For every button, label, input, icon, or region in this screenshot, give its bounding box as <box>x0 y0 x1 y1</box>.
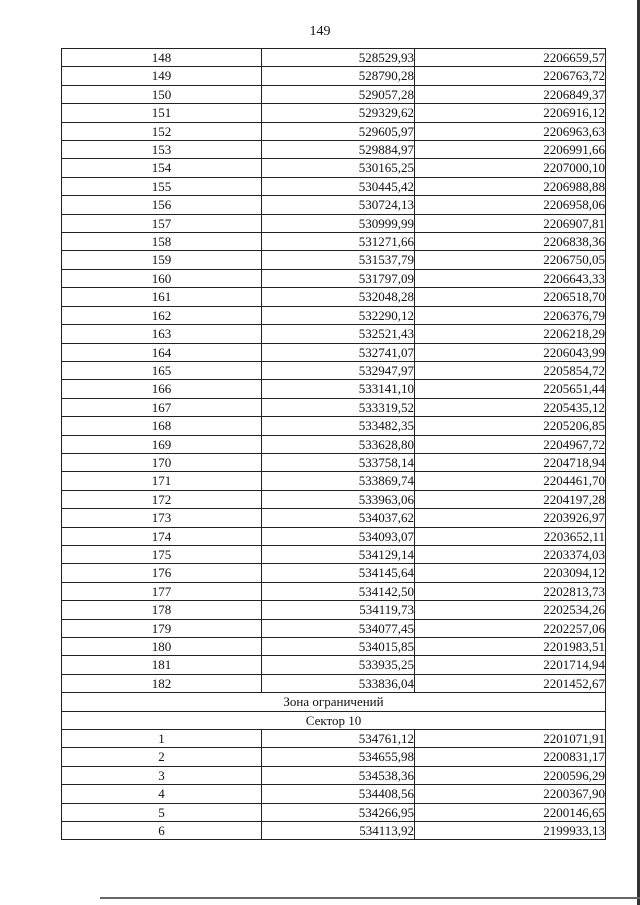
y-coordinate-cell: 2202257,06 <box>415 619 606 637</box>
table-row <box>62 638 606 656</box>
point-number-cell: 161 <box>62 288 262 306</box>
point-number-cell: 174 <box>62 527 262 545</box>
table-row <box>62 711 606 729</box>
y-coordinate-cell: 2206958,06 <box>415 196 606 214</box>
point-number-cell: 3 <box>62 766 262 784</box>
x-coordinate-cell: 534113,92 <box>262 822 415 840</box>
y-coordinate-cell: 2204967,72 <box>415 435 606 453</box>
table-row <box>62 104 606 122</box>
x-coordinate-cell: 533836,04 <box>262 674 415 692</box>
y-coordinate-cell: 2201983,51 <box>415 638 606 656</box>
y-coordinate-cell: 2206043,99 <box>415 343 606 361</box>
y-coordinate-cell: 2206643,33 <box>415 269 606 287</box>
x-coordinate-cell: 534266,95 <box>262 803 415 821</box>
point-number-cell: 176 <box>62 564 262 582</box>
y-coordinate-cell: 2203374,03 <box>415 545 606 563</box>
zone-heading: Зона ограничений <box>62 693 606 711</box>
point-number-cell: 177 <box>62 582 262 600</box>
x-coordinate-cell: 534093,07 <box>262 527 415 545</box>
table-row <box>62 674 606 692</box>
y-coordinate-cell: 2203094,12 <box>415 564 606 582</box>
table-row <box>62 582 606 600</box>
x-coordinate-cell: 534408,56 <box>262 785 415 803</box>
table-row <box>62 564 606 582</box>
table-row <box>62 435 606 453</box>
x-coordinate-cell: 534119,73 <box>262 601 415 619</box>
point-number-cell: 151 <box>62 104 262 122</box>
x-coordinate-cell: 532741,07 <box>262 343 415 361</box>
x-coordinate-cell: 529057,28 <box>262 85 415 103</box>
table-row <box>62 490 606 508</box>
y-coordinate-cell: 2206907,81 <box>415 214 606 232</box>
y-coordinate-cell: 2202813,73 <box>415 582 606 600</box>
x-coordinate-cell: 529884,97 <box>262 141 415 159</box>
point-number-cell: 154 <box>62 159 262 177</box>
y-coordinate-cell: 2200596,29 <box>415 766 606 784</box>
point-number-cell: 149 <box>62 67 262 85</box>
x-coordinate-cell: 533141,10 <box>262 380 415 398</box>
table-row <box>62 288 606 306</box>
scan-edge <box>100 897 640 899</box>
table-row <box>62 803 606 821</box>
x-coordinate-cell: 533758,14 <box>262 453 415 471</box>
y-coordinate-cell: 2200831,17 <box>415 748 606 766</box>
point-number-cell: 165 <box>62 361 262 379</box>
x-coordinate-cell: 533319,52 <box>262 398 415 416</box>
y-coordinate-cell: 2206750,05 <box>415 251 606 269</box>
table-row <box>62 822 606 840</box>
point-number-cell: 167 <box>62 398 262 416</box>
y-coordinate-cell: 2201071,91 <box>415 730 606 748</box>
table-row <box>62 306 606 324</box>
x-coordinate-cell: 532521,43 <box>262 325 415 343</box>
table-row <box>62 766 606 784</box>
point-number-cell: 164 <box>62 343 262 361</box>
x-coordinate-cell: 531271,66 <box>262 233 415 251</box>
table-row <box>62 141 606 159</box>
point-number-cell: 173 <box>62 509 262 527</box>
point-number-cell: 155 <box>62 177 262 195</box>
x-coordinate-cell: 531797,09 <box>262 269 415 287</box>
table-row <box>62 748 606 766</box>
x-coordinate-cell: 532947,97 <box>262 361 415 379</box>
y-coordinate-cell: 2205435,12 <box>415 398 606 416</box>
point-number-cell: 159 <box>62 251 262 269</box>
y-coordinate-cell: 2206838,36 <box>415 233 606 251</box>
y-coordinate-cell: 2204718,94 <box>415 453 606 471</box>
x-coordinate-cell: 534142,50 <box>262 582 415 600</box>
y-coordinate-cell: 2201452,67 <box>415 674 606 692</box>
coordinates-table-body <box>62 49 606 840</box>
point-number-cell: 178 <box>62 601 262 619</box>
point-number-cell: 175 <box>62 545 262 563</box>
point-number-cell: 182 <box>62 674 262 692</box>
point-number-cell: 4 <box>62 785 262 803</box>
point-number-cell: 162 <box>62 306 262 324</box>
table-row <box>62 251 606 269</box>
x-coordinate-cell: 531537,79 <box>262 251 415 269</box>
x-coordinate-cell: 530445,42 <box>262 177 415 195</box>
page-number: 149 <box>309 24 331 39</box>
point-number-cell: 152 <box>62 122 262 140</box>
table-row <box>62 730 606 748</box>
x-coordinate-cell: 533935,25 <box>262 656 415 674</box>
sector-heading: Сектор 10 <box>62 711 606 729</box>
y-coordinate-cell: 2206518,70 <box>415 288 606 306</box>
x-coordinate-cell: 530999,99 <box>262 214 415 232</box>
table-row <box>62 398 606 416</box>
y-coordinate-cell: 2205206,85 <box>415 417 606 435</box>
table-row <box>62 601 606 619</box>
x-coordinate-cell: 533482,35 <box>262 417 415 435</box>
table-row <box>62 233 606 251</box>
table-row <box>62 122 606 140</box>
point-number-cell: 157 <box>62 214 262 232</box>
point-number-cell: 150 <box>62 85 262 103</box>
x-coordinate-cell: 534015,85 <box>262 638 415 656</box>
y-coordinate-cell: 2199933,13 <box>415 822 606 840</box>
point-number-cell: 158 <box>62 233 262 251</box>
y-coordinate-cell: 2202534,26 <box>415 601 606 619</box>
point-number-cell: 166 <box>62 380 262 398</box>
y-coordinate-cell: 2205651,44 <box>415 380 606 398</box>
table-row <box>62 693 606 711</box>
coordinates-table <box>61 48 606 840</box>
x-coordinate-cell: 534761,12 <box>262 730 415 748</box>
table-row <box>62 785 606 803</box>
table-row <box>62 509 606 527</box>
y-coordinate-cell: 2203926,97 <box>415 509 606 527</box>
table-row <box>62 656 606 674</box>
y-coordinate-cell: 2200146,65 <box>415 803 606 821</box>
y-coordinate-cell: 2206659,57 <box>415 49 606 67</box>
table-row <box>62 49 606 67</box>
table-row <box>62 85 606 103</box>
point-number-cell: 160 <box>62 269 262 287</box>
table-row <box>62 196 606 214</box>
y-coordinate-cell: 2206988,88 <box>415 177 606 195</box>
x-coordinate-cell: 529605,97 <box>262 122 415 140</box>
x-coordinate-cell: 534077,45 <box>262 619 415 637</box>
y-coordinate-cell: 2204461,70 <box>415 472 606 490</box>
point-number-cell: 5 <box>62 803 262 821</box>
point-number-cell: 156 <box>62 196 262 214</box>
table-row <box>62 417 606 435</box>
point-number-cell: 168 <box>62 417 262 435</box>
table-row <box>62 343 606 361</box>
table-row <box>62 67 606 85</box>
y-coordinate-cell: 2204197,28 <box>415 490 606 508</box>
table-row <box>62 453 606 471</box>
point-number-cell: 169 <box>62 435 262 453</box>
x-coordinate-cell: 534145,64 <box>262 564 415 582</box>
point-number-cell: 6 <box>62 822 262 840</box>
table-row <box>62 159 606 177</box>
y-coordinate-cell: 2207000,10 <box>415 159 606 177</box>
table-row <box>62 361 606 379</box>
x-coordinate-cell: 534538,36 <box>262 766 415 784</box>
point-number-cell: 1 <box>62 730 262 748</box>
y-coordinate-cell: 2206991,66 <box>415 141 606 159</box>
y-coordinate-cell: 2206218,29 <box>415 325 606 343</box>
point-number-cell: 2 <box>62 748 262 766</box>
y-coordinate-cell: 2206916,12 <box>415 104 606 122</box>
x-coordinate-cell: 530165,25 <box>262 159 415 177</box>
y-coordinate-cell: 2205854,72 <box>415 361 606 379</box>
table-row <box>62 325 606 343</box>
point-number-cell: 181 <box>62 656 262 674</box>
x-coordinate-cell: 533869,74 <box>262 472 415 490</box>
table-row <box>62 527 606 545</box>
table-row <box>62 619 606 637</box>
y-coordinate-cell: 2203652,11 <box>415 527 606 545</box>
x-coordinate-cell: 530724,13 <box>262 196 415 214</box>
x-coordinate-cell: 533628,80 <box>262 435 415 453</box>
y-coordinate-cell: 2206963,63 <box>415 122 606 140</box>
table-row <box>62 472 606 490</box>
table-row <box>62 214 606 232</box>
table-row <box>62 269 606 287</box>
y-coordinate-cell: 2206376,79 <box>415 306 606 324</box>
y-coordinate-cell: 2200367,90 <box>415 785 606 803</box>
point-number-cell: 163 <box>62 325 262 343</box>
point-number-cell: 179 <box>62 619 262 637</box>
x-coordinate-cell: 529329,62 <box>262 104 415 122</box>
x-coordinate-cell: 534037,62 <box>262 509 415 527</box>
table-row <box>62 545 606 563</box>
point-number-cell: 180 <box>62 638 262 656</box>
point-number-cell: 171 <box>62 472 262 490</box>
point-number-cell: 170 <box>62 453 262 471</box>
y-coordinate-cell: 2206763,72 <box>415 67 606 85</box>
x-coordinate-cell: 534655,98 <box>262 748 415 766</box>
point-number-cell: 153 <box>62 141 262 159</box>
y-coordinate-cell: 2206849,37 <box>415 85 606 103</box>
x-coordinate-cell: 532290,12 <box>262 306 415 324</box>
point-number-cell: 172 <box>62 490 262 508</box>
table-row <box>62 177 606 195</box>
table-row <box>62 380 606 398</box>
x-coordinate-cell: 534129,14 <box>262 545 415 563</box>
y-coordinate-cell: 2201714,94 <box>415 656 606 674</box>
x-coordinate-cell: 528790,28 <box>262 67 415 85</box>
x-coordinate-cell: 532048,28 <box>262 288 415 306</box>
x-coordinate-cell: 528529,93 <box>262 49 415 67</box>
x-coordinate-cell: 533963,06 <box>262 490 415 508</box>
point-number-cell: 148 <box>62 49 262 67</box>
